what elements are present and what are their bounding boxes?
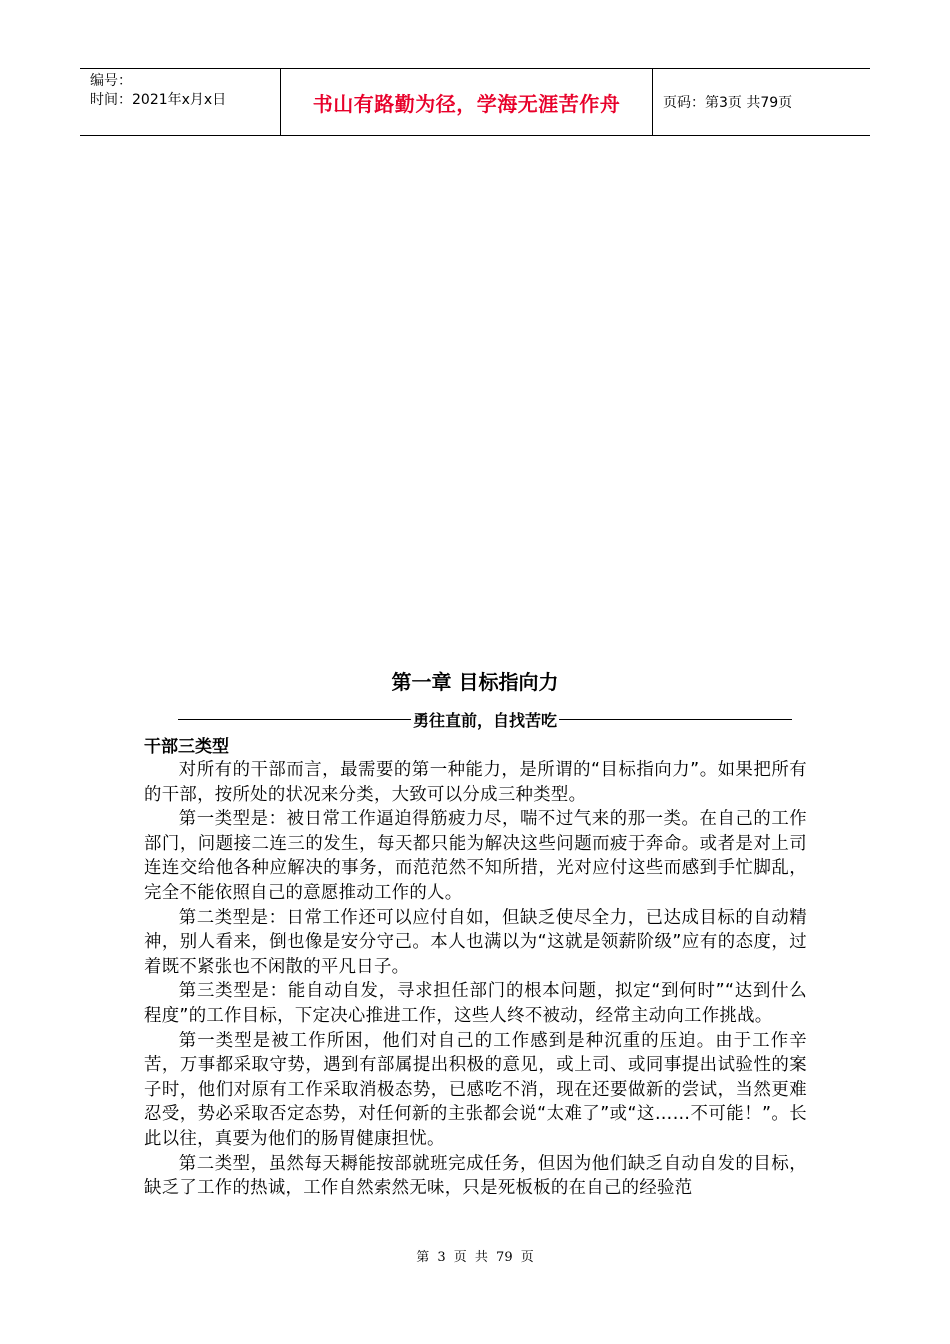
- paragraph: 第二类型是：日常工作还可以应付自如，但缺乏使尽全力，已达成目标的自动精神，别人看来，倒也像是安分守己。本人也满以为“这就是领薪阶级”应有的态度，过着既不紧张也不闲散的平凡日子。: [144, 907, 807, 977]
- document-number-label: 编号：: [90, 73, 132, 89]
- header-page-code: 页码：第3页 共79页: [663, 95, 793, 111]
- subtitle-rule-right: [559, 719, 792, 720]
- body-text: [144, 758, 807, 1201]
- paragraph: 对所有的干部而言，最需要的第一种能力，是所谓的“目标指向力”。如果把所有的干部，按所处的状况来分类，大致可以分成三种类型。: [144, 760, 807, 805]
- section-heading: 干部三类型: [144, 737, 229, 757]
- subtitle-text: 勇往直前，自找苦吃: [413, 710, 558, 730]
- page-footer: 第 3 页 共 79 页: [416, 1250, 534, 1265]
- chapter-title: 第一章 目标指向力: [391, 670, 559, 694]
- paragraph: 第一类型是：被日常工作逼迫得筋疲力尽，喘不过气来的那一类。在自己的工作部门，问题接二连三的发生，每天都只能为解决这些问题而疲于奔命。或者是对上司连连交给他各种应解决的事务，而范范然不知所措，光对应付这些而感到手忙脚乱，完全不能依照自己的意愿推动工作的人。: [144, 809, 807, 903]
- subtitle-rule-left: [178, 719, 411, 720]
- paragraph: 第三类型是：能自动自发，寻求担任部门的根本问题，拟定“到何时”“达到什么程度”的工作目标，下定决心推进工作，这些人终不被动，经常主动向工作挑战。: [144, 981, 807, 1026]
- paragraph: 第二类型，虽然每天耨能按部就班完成任务，但因为他们缺乏自动自发的目标，缺乏了工作的热诚，工作自然索然无味，只是死板板的在自己的经验范: [144, 1153, 807, 1199]
- paragraph: 第一类型是被工作所困，他们对自己的工作感到是种沉重的压迫。由于工作辛苦，万事都采取守势，遇到有部属提出积极的意见，或上司、或同事提出试验性的案子时，他们对原有工作采取消极态势，已感吃不消，现在还要做新的尝试，当然更难忍受，势必采取否定态势，对任何新的主张都会说“太难了”或“这……不可能！”。长此以往，真要为他们的肠胃健康担忧。: [144, 1030, 807, 1149]
- header-motto: 书山有路勤为径，学海无涯苦作舟: [281, 69, 653, 135]
- header-meta-cell: [80, 69, 281, 135]
- document-time-label: 时间：2021年x月x日: [90, 92, 227, 108]
- chapter-subtitle: [178, 708, 792, 730]
- document-header: [80, 68, 870, 136]
